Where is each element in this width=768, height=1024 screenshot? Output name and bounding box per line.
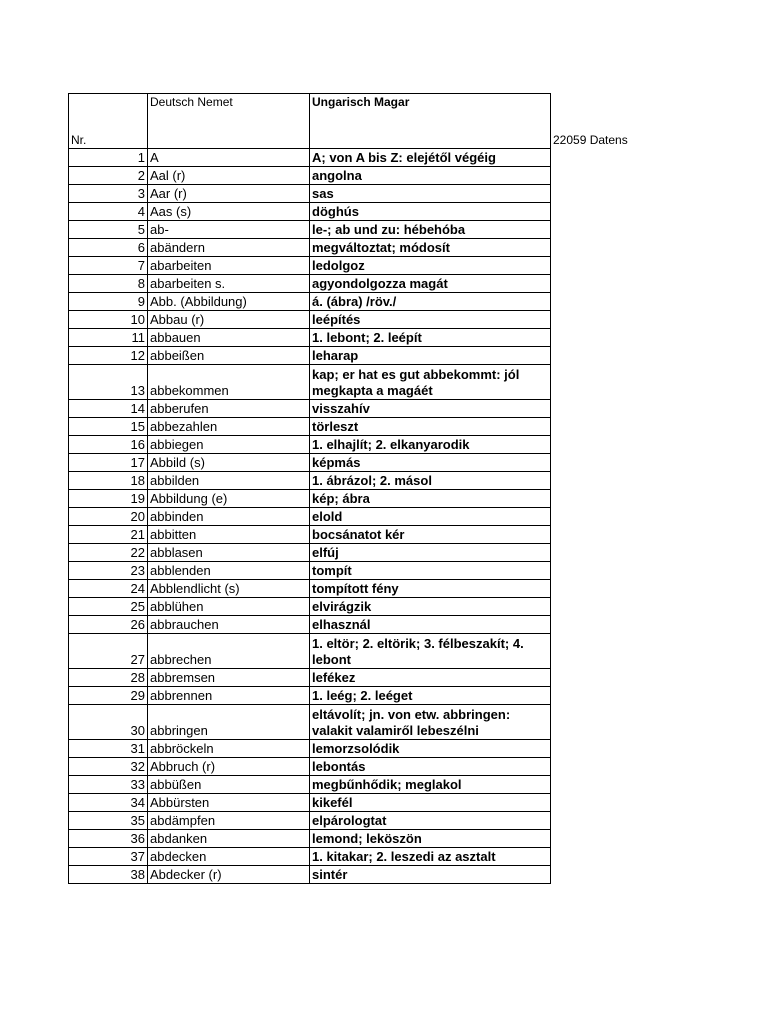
table-row [69, 490, 551, 508]
row-number: 23 [69, 562, 148, 580]
row-number: 27 [69, 634, 148, 669]
german-word: A [148, 149, 310, 167]
hungarian-translation: megbűnhődik; meglakol [310, 776, 551, 794]
table-row [69, 436, 551, 454]
row-number: 11 [69, 329, 148, 347]
row-number: 28 [69, 669, 148, 687]
row-number: 15 [69, 418, 148, 436]
hungarian-translation: elfúj [310, 544, 551, 562]
table-row [69, 167, 551, 185]
hungarian-translation: tompított fény [310, 580, 551, 598]
table-row [69, 454, 551, 472]
hungarian-translation: sintér [310, 866, 551, 884]
row-number: 26 [69, 616, 148, 634]
row-number: 2 [69, 167, 148, 185]
hungarian-translation: döghús [310, 203, 551, 221]
table-row [69, 776, 551, 794]
hungarian-translation: elpárologtat [310, 812, 551, 830]
table-row [69, 794, 551, 812]
german-word: abblenden [148, 562, 310, 580]
hungarian-translation: 1. leég; 2. leéget [310, 687, 551, 705]
hungarian-translation: lemorzsolódik [310, 740, 551, 758]
german-word: abdecken [148, 848, 310, 866]
row-number: 37 [69, 848, 148, 866]
hungarian-translation: visszahív [310, 400, 551, 418]
table-row [69, 221, 551, 239]
table-row [69, 293, 551, 311]
hungarian-translation: eltávolít; jn. von etw. abbringen: valakit valamiről lebeszélni [310, 705, 551, 740]
hungarian-translation: törleszt [310, 418, 551, 436]
table-row [69, 705, 551, 740]
german-word: Abblendlicht (s) [148, 580, 310, 598]
table-row [69, 740, 551, 758]
hungarian-translation: lefékez [310, 669, 551, 687]
table-row [69, 634, 551, 669]
row-number: 13 [69, 365, 148, 400]
table-row [69, 508, 551, 526]
hungarian-translation: megváltoztat; módosít [310, 239, 551, 257]
row-number: 14 [69, 400, 148, 418]
german-word: abbeißen [148, 347, 310, 365]
hungarian-translation: sas [310, 185, 551, 203]
german-word: abdanken [148, 830, 310, 848]
row-number: 1 [69, 149, 148, 167]
header-row [69, 94, 551, 149]
german-word: Aal (r) [148, 167, 310, 185]
row-number: 8 [69, 275, 148, 293]
german-word: abblasen [148, 544, 310, 562]
table-row [69, 848, 551, 866]
hungarian-translation: leharap [310, 347, 551, 365]
table-row [69, 185, 551, 203]
table-row [69, 669, 551, 687]
table-row [69, 866, 551, 884]
table-row [69, 562, 551, 580]
hungarian-translation: 1. lebont; 2. leépít [310, 329, 551, 347]
hungarian-translation: elhasznál [310, 616, 551, 634]
row-number: 35 [69, 812, 148, 830]
german-word: Aar (r) [148, 185, 310, 203]
dictionary-table [68, 93, 551, 884]
row-number: 32 [69, 758, 148, 776]
table-row [69, 580, 551, 598]
german-word: abbiegen [148, 436, 310, 454]
row-number: 3 [69, 185, 148, 203]
row-number: 17 [69, 454, 148, 472]
german-word: abberufen [148, 400, 310, 418]
german-word: ab- [148, 221, 310, 239]
row-number: 19 [69, 490, 148, 508]
header-hungarian: Ungarisch Magar [310, 94, 551, 149]
german-word: abbringen [148, 705, 310, 740]
german-word: abbrechen [148, 634, 310, 669]
table-row [69, 812, 551, 830]
german-word: abbinden [148, 508, 310, 526]
german-word: Abdecker (r) [148, 866, 310, 884]
hungarian-translation: ledolgoz [310, 257, 551, 275]
table-row [69, 257, 551, 275]
row-number: 29 [69, 687, 148, 705]
row-number: 5 [69, 221, 148, 239]
row-number: 4 [69, 203, 148, 221]
table-row [69, 687, 551, 705]
table-row [69, 203, 551, 221]
row-number: 34 [69, 794, 148, 812]
hungarian-translation: agyondolgozza magát [310, 275, 551, 293]
german-word: abbrennen [148, 687, 310, 705]
german-word: abarbeiten s. [148, 275, 310, 293]
table-row [69, 365, 551, 400]
hungarian-translation: á. (ábra) /röv./ [310, 293, 551, 311]
german-word: abbremsen [148, 669, 310, 687]
german-word: abbröckeln [148, 740, 310, 758]
hungarian-translation: A; von A bis Z: elejétől végéig [310, 149, 551, 167]
row-number: 6 [69, 239, 148, 257]
german-word: abbauen [148, 329, 310, 347]
hungarian-translation: 1. elhajlít; 2. elkanyarodik [310, 436, 551, 454]
german-word: Abb. (Abbildung) [148, 293, 310, 311]
hungarian-translation: képmás [310, 454, 551, 472]
hungarian-translation: lemond; leköszön [310, 830, 551, 848]
hungarian-translation: bocsánatot kér [310, 526, 551, 544]
row-number: 24 [69, 580, 148, 598]
row-number: 22 [69, 544, 148, 562]
table-row [69, 526, 551, 544]
table-row [69, 275, 551, 293]
hungarian-translation: kap; er hat es gut abbekommt: jól megkapta a magáét [310, 365, 551, 400]
table-row [69, 347, 551, 365]
hungarian-translation: 1. ábrázol; 2. másol [310, 472, 551, 490]
table-row [69, 544, 551, 562]
row-number: 33 [69, 776, 148, 794]
header-nr: Nr. [69, 94, 148, 149]
german-word: Abbürsten [148, 794, 310, 812]
hungarian-translation: angolna [310, 167, 551, 185]
row-number: 7 [69, 257, 148, 275]
hungarian-translation: kikefél [310, 794, 551, 812]
hungarian-translation: leépítés [310, 311, 551, 329]
hungarian-translation: 1. kitakar; 2. leszedi az asztalt [310, 848, 551, 866]
header-german: Deutsch Nemet [148, 94, 310, 149]
german-word: abbüßen [148, 776, 310, 794]
row-number: 38 [69, 866, 148, 884]
table-row [69, 311, 551, 329]
row-number: 21 [69, 526, 148, 544]
row-number: 20 [69, 508, 148, 526]
row-number: 30 [69, 705, 148, 740]
german-word: abbekommen [148, 365, 310, 400]
german-word: abbrauchen [148, 616, 310, 634]
german-word: Aas (s) [148, 203, 310, 221]
row-number: 16 [69, 436, 148, 454]
german-word: abarbeiten [148, 257, 310, 275]
hungarian-translation: 1. eltör; 2. eltörik; 3. félbeszakít; 4. lebont [310, 634, 551, 669]
german-word: Abbild (s) [148, 454, 310, 472]
german-word: abbezahlen [148, 418, 310, 436]
hungarian-translation: le-; ab und zu: hébehóba [310, 221, 551, 239]
table-row [69, 329, 551, 347]
table-row [69, 758, 551, 776]
german-word: Abbildung (e) [148, 490, 310, 508]
table-row [69, 149, 551, 167]
german-word: Abbau (r) [148, 311, 310, 329]
table-row [69, 830, 551, 848]
table-row [69, 400, 551, 418]
table-row [69, 472, 551, 490]
row-number: 18 [69, 472, 148, 490]
hungarian-translation: lebontás [310, 758, 551, 776]
table-row [69, 418, 551, 436]
row-number: 25 [69, 598, 148, 616]
row-number: 12 [69, 347, 148, 365]
german-word: abbilden [148, 472, 310, 490]
german-word: abdämpfen [148, 812, 310, 830]
row-number: 31 [69, 740, 148, 758]
row-number: 9 [69, 293, 148, 311]
german-word: abändern [148, 239, 310, 257]
hungarian-translation: elold [310, 508, 551, 526]
table-row [69, 598, 551, 616]
record-count: 22059 Datens [553, 133, 628, 147]
german-word: Abbruch (r) [148, 758, 310, 776]
row-number: 36 [69, 830, 148, 848]
table-row [69, 239, 551, 257]
hungarian-translation: tompít [310, 562, 551, 580]
row-number: 10 [69, 311, 148, 329]
hungarian-translation: kép; ábra [310, 490, 551, 508]
hungarian-translation: elvirágzik [310, 598, 551, 616]
german-word: abbitten [148, 526, 310, 544]
table-row [69, 616, 551, 634]
german-word: abblühen [148, 598, 310, 616]
